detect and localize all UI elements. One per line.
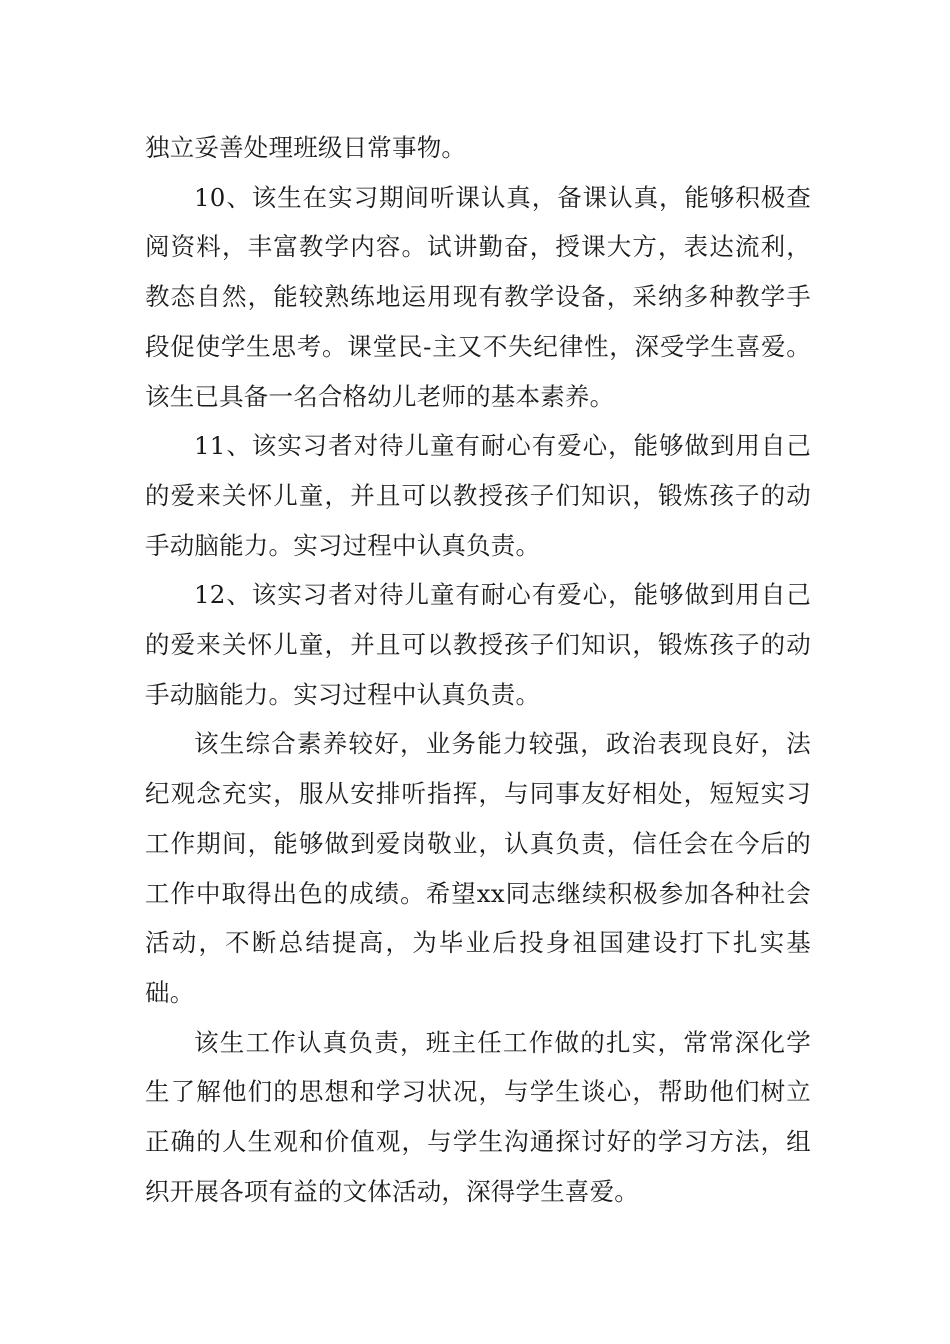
paragraph-11: 11、该实习者对待儿童有耐心有爱心，能够做到用自己的爱来关怀儿童，并且可以教授孩子们知识，锻炼孩子的动手动脑能力。实习过程中认真负责。 (145, 431, 811, 560)
document-body (145, 123, 811, 1216)
paragraph-10: 10、该生在实习期间听课认真，备课认真，能够积极查阅资料，丰富教学内容。试讲勤奋，授课大方，表达流利，教态自然，能较熟练地运用现有教学设备，采纳多种教学手段促使学生思考。课堂民-主又不失纪律性，深受学生喜爱。该生已具备一名合格幼儿老师的基本素养。 (145, 182, 811, 411)
paragraph-continuation: 独立妥善处理班级日常事物。 (145, 133, 467, 162)
paragraph-closing: 该生工作认真负责，班主任工作做的扎实，常常深化学生了解他们的思想和学习状况，与学生谈心，帮助他们树立正确的人生观和价值观，与学生沟通探讨好的学习方法，组织开展各项有益的文体活动，深得学生喜爱。 (145, 1027, 811, 1206)
paragraph-12: 12、该实习者对待儿童有耐心有爱心，能够做到用自己的爱来关怀儿童，并且可以教授孩子们知识，锻炼孩子的动手动脑能力。实习过程中认真负责。 (145, 580, 811, 709)
paragraph-summary: 该生综合素养较好，业务能力较强，政治表现良好，法纪观念充实，服从安排听指挥，与同事友好相处，短短实习工作期间，能够做到爱岗敬业，认真负责，信任会在今后的工作中取得出色的成绩。希望xx同志继续积极参加各种社会活动，不断总结提高，为毕业后投身祖国建设打下扎实基础。 (145, 729, 811, 1007)
